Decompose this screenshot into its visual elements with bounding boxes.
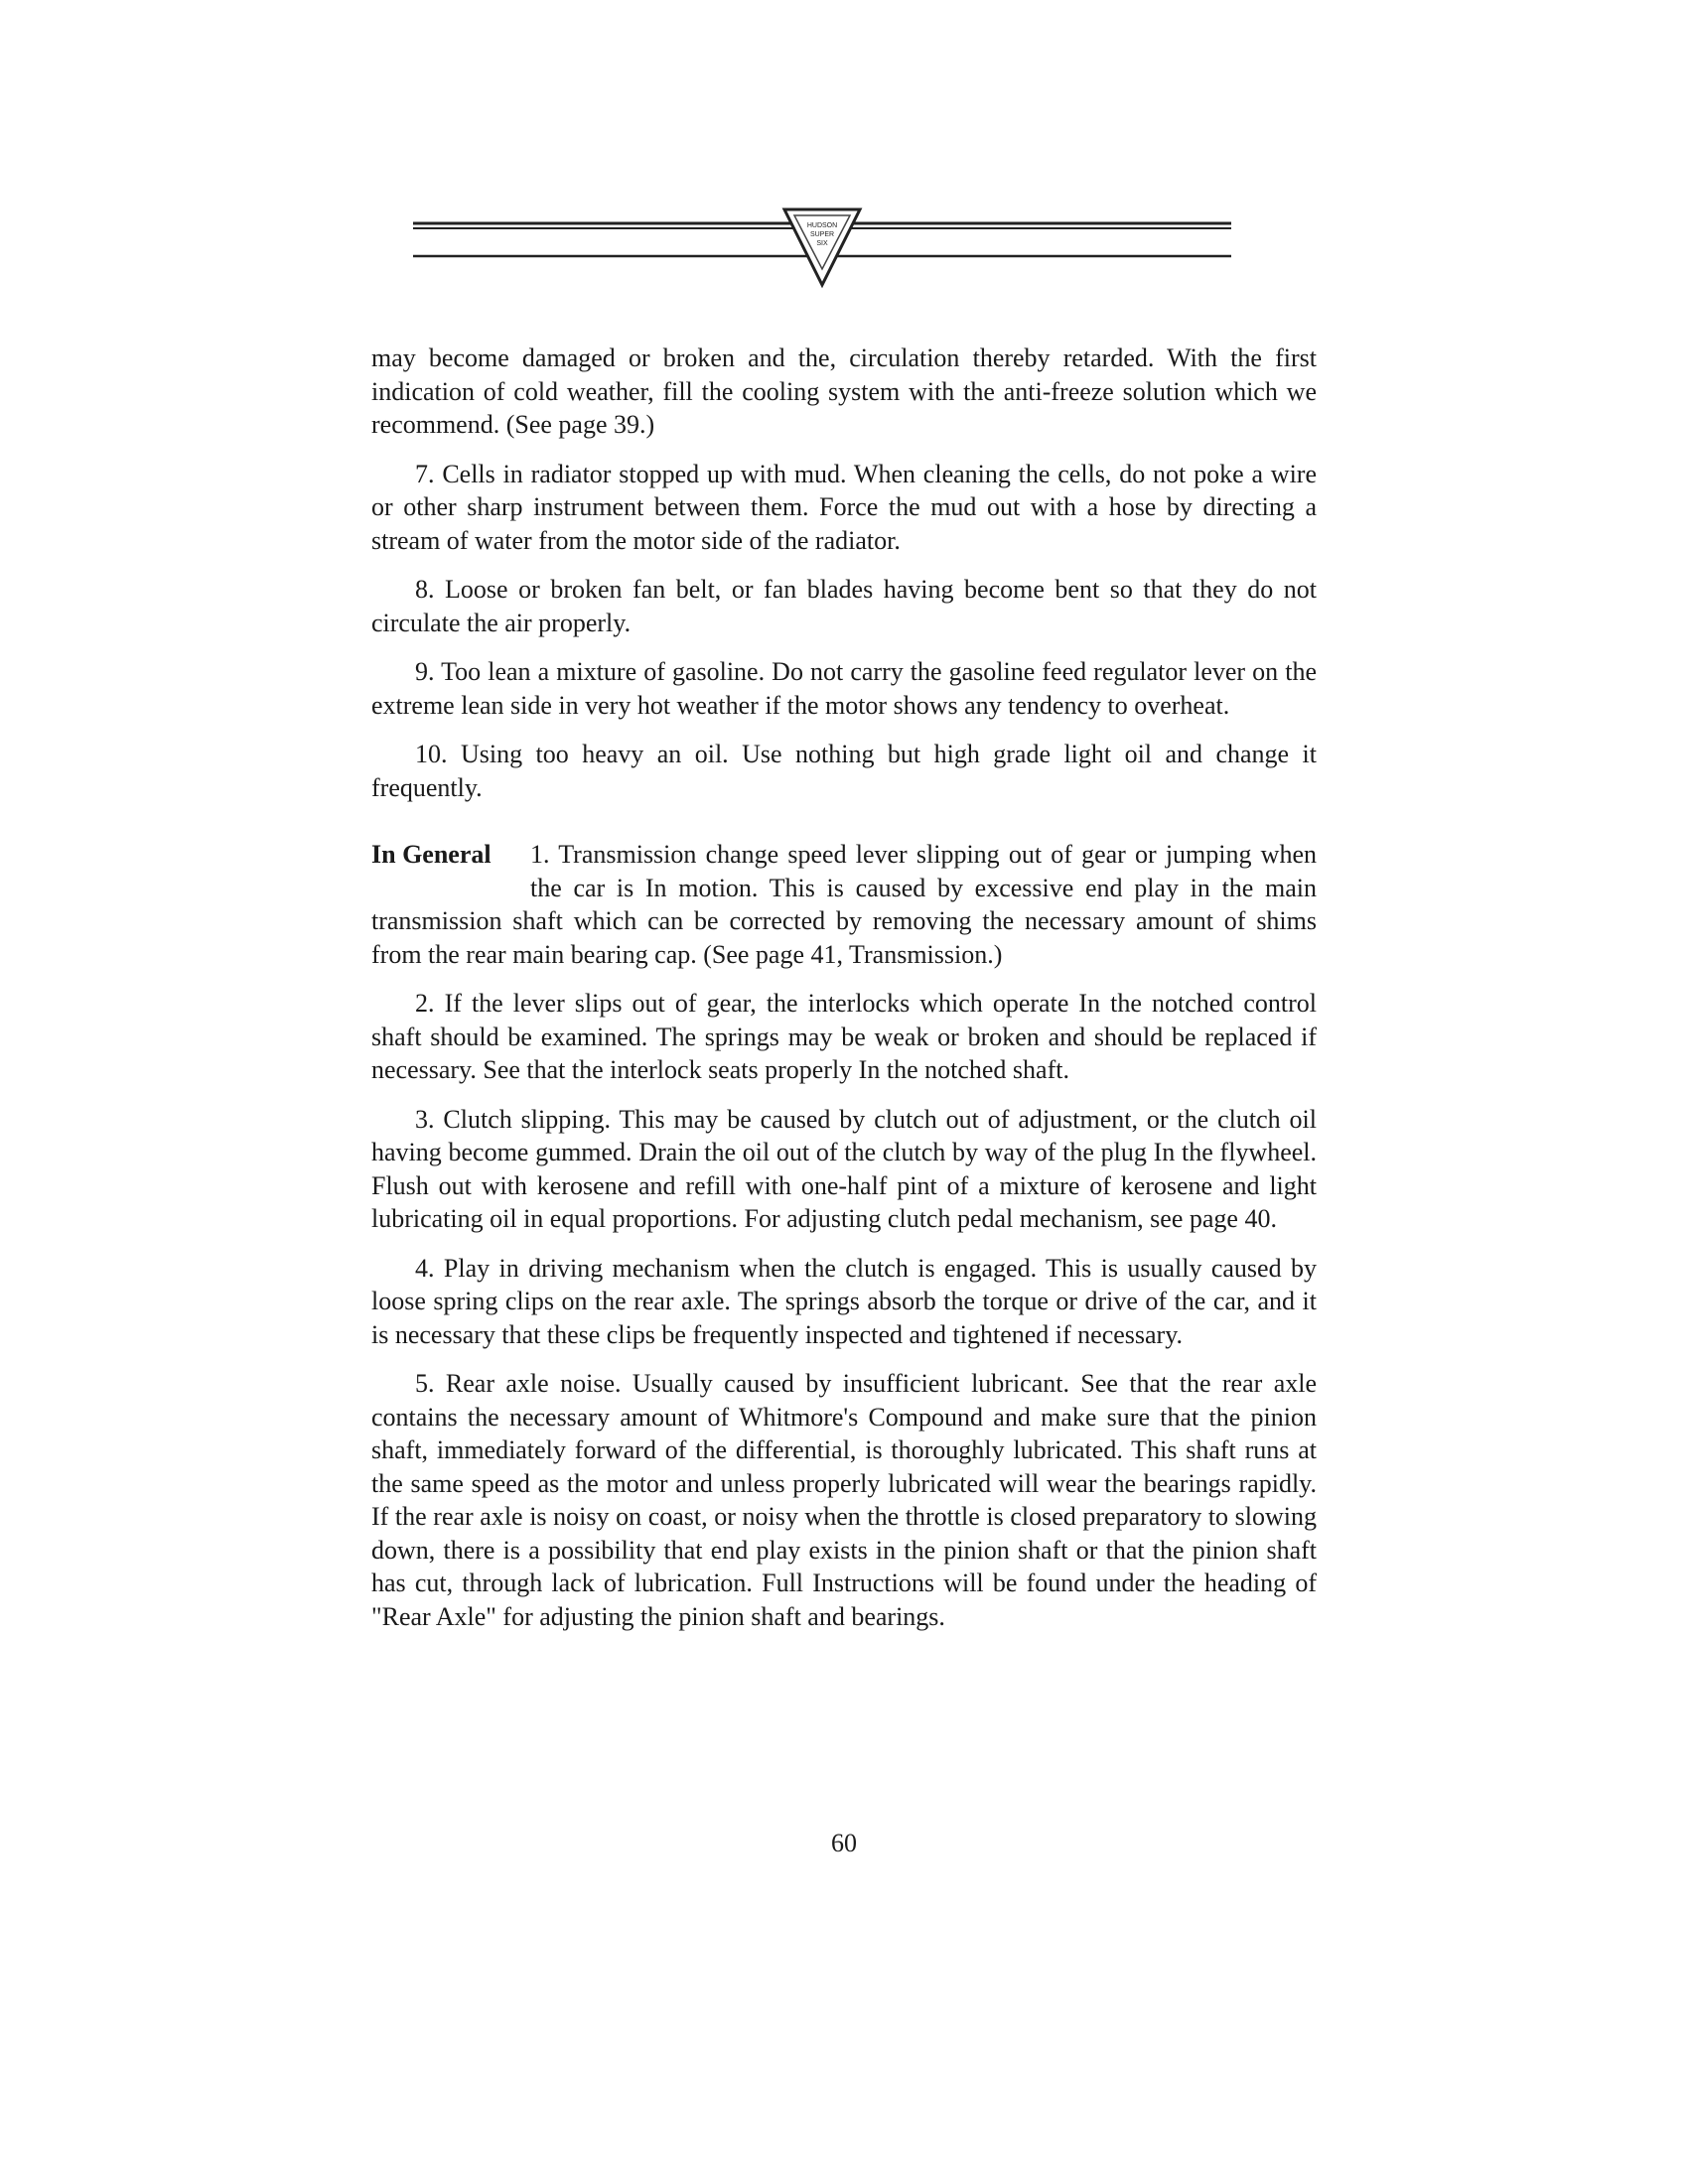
list-item-10: 10. Using too heavy an oil. Use nothing but high grade light oil and change it frequently. xyxy=(371,740,1317,802)
page-body xyxy=(371,341,1317,1649)
section-item-5: 5. Rear axle noise. Usually caused by insufficient lubricant. See that the rear axle contains the necessary amount of Whitmore's Compound and make sure that the pinion shaft, immediately forward of the differential, is thoroughly lubricated. This shaft runs at the same speed as the motor and unless properly lubricated will wear the bearings rapidly. If the rear axle is noisy on coast, or noisy when the throttle is closed preparatory to slowing down, there is a possibility that end play exists in the pinion shaft or that the pinion shaft has cut, through lack of lubrication. Full Instructions will be found under the heading of "Rear Axle" for adjusting the pinion shaft and bearings. xyxy=(371,1369,1317,1631)
hudson-triangle-logo xyxy=(784,209,860,285)
logo-text-line-3: SIX xyxy=(816,240,828,247)
list-item-8: 8. Loose or broken fan belt, or fan blades having become bent so that they do not circulate the air properly. xyxy=(371,575,1317,637)
section-item-3: 3. Clutch slipping. This may be caused by clutch out of adjustment, or the clutch oil having become gummed. Drain the oil out of the clutch by way of the plug In the flywheel. Flush out with kerosene and refill with one-half pint of a mixture of kerosene and light lubricating oil in equal proportions. For adjusting clutch pedal mechanism, see page 40. xyxy=(371,1104,1317,1233)
section-in-general-first-item xyxy=(371,838,1317,971)
list-item-9: 9. Too lean a mixture of gasoline. Do not carry the gasoline feed regulator lever on the extreme lean side in very hot weather if the motor shows any tendency to overheat. xyxy=(371,657,1317,720)
continued-paragraph: may become damaged or broken and the, circulation thereby retarded. With the first indication of cold weather, fill the cooling system with the anti-freeze solution which we recommend. (See page 39.) xyxy=(371,343,1317,439)
page-number: 60 xyxy=(831,1829,857,1857)
header-rule-graphic xyxy=(413,204,1231,293)
logo-text-line-2: SUPER xyxy=(809,231,835,238)
section-item-1: 1. Transmission change speed lever slipping out of gear or jumping when the car is In motion. This is caused by excessive end play in the main transmission shaft which can be corrected by removing the necessary amount of shims from the rear main bearing cap. (See page 41, Transmission.) xyxy=(371,840,1317,969)
section-item-4: 4. Play in driving mechanism when the clutch is engaged. This is usually caused by loose spring clips on the rear axle. The springs absorb the torque or drive of the car, and it is necessary that these clips be frequently inspected and tightened if necessary. xyxy=(371,1253,1317,1349)
list-item-7: 7. Cells in radiator stopped up with mud. When cleaning the cells, do not poke a wire or other sharp instrument between them. Force the mud out with a hose by directing a stream of water from the motor side of the radiator. xyxy=(371,459,1317,555)
header-ornament xyxy=(413,204,1231,293)
section-heading-in-general: In General xyxy=(371,840,492,869)
logo-text-line-1: HUDSON xyxy=(806,222,838,229)
section-item-2: 2. If the lever slips out of gear, the interlocks which operate In the notched control shaft should be examined. The springs may be weak or broken and should be replaced if necessary. See that the interlock seats properly In the notched shaft. xyxy=(371,989,1317,1084)
